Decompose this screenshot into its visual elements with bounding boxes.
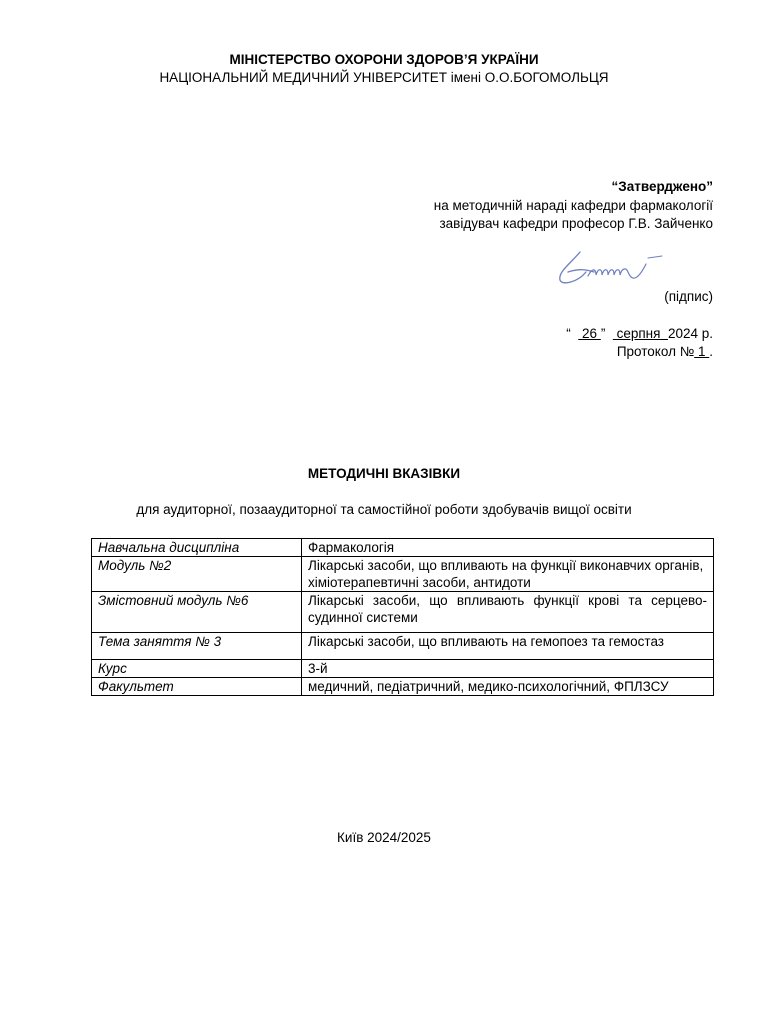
row-label: Курс bbox=[92, 660, 302, 678]
row-label: Факультет bbox=[92, 678, 302, 696]
university-heading: НАЦІОНАЛЬНИЙ МЕДИЧНИЙ УНІВЕРСИТЕТ імені О.О.БОГОМОЛЬЦЯ bbox=[159, 70, 609, 85]
protocol-line bbox=[617, 344, 713, 359]
row-value: Лікарські засоби, що впливають на функції виконавчих органів, хіміотерапевтичні засоби, антидоти bbox=[302, 557, 714, 592]
document-title: МЕТОДИЧНІ ВКАЗІВКИ bbox=[307, 466, 461, 481]
document-subtitle: для аудиторної, позааудиторної та самостійної роботи здобувачів вищої освіти bbox=[136, 502, 632, 517]
handwritten-signature bbox=[550, 242, 670, 292]
date-day: 26 bbox=[582, 326, 598, 341]
table-row bbox=[92, 557, 714, 592]
table-row bbox=[92, 660, 714, 678]
row-value: 3-й bbox=[302, 660, 714, 678]
row-label: Змістовний модуль №6 bbox=[92, 592, 302, 633]
row-value: медичний, педіатричний, медико-психологічний, ФПЛЗСУ bbox=[302, 678, 714, 696]
date-year: 2024 р. bbox=[667, 326, 713, 341]
table-row bbox=[92, 633, 714, 660]
approval-date bbox=[566, 326, 713, 341]
row-value: Лікарські засоби, що впливають функції крові та серцево-судинної системи bbox=[302, 592, 714, 633]
approval-head: завідувач кафедри професор Г.В. Зайченко bbox=[439, 216, 713, 231]
protocol-number: 1 bbox=[697, 344, 706, 359]
date-month: серпня bbox=[616, 326, 661, 341]
info-table bbox=[91, 538, 714, 696]
table-row bbox=[92, 539, 714, 557]
row-value: Фармакологія bbox=[302, 539, 714, 557]
approval-title: “Затверджено” bbox=[611, 179, 713, 194]
row-label: Навчальна дисципліна bbox=[92, 539, 302, 557]
date-close-quote: ” bbox=[600, 326, 606, 341]
signature-caption: (підпис) bbox=[664, 289, 713, 304]
protocol-prefix: Протокол № bbox=[616, 344, 695, 359]
approval-meeting: на методичній нараді кафедри фармакології bbox=[433, 198, 713, 213]
protocol-suffix: . bbox=[709, 344, 713, 359]
ministry-heading: МІНІСТЕРСТВО ОХОРОНИ ЗДОРОВ’Я УКРАЇНИ bbox=[229, 52, 539, 67]
row-label: Тема заняття № 3 bbox=[92, 633, 302, 660]
table-row bbox=[92, 678, 714, 696]
city-year: Київ 2024/2025 bbox=[337, 830, 431, 845]
row-value: Лікарські засоби, що впливають на гемопоез та гемостаз bbox=[302, 633, 714, 660]
table-row bbox=[92, 592, 714, 633]
row-label: Модуль №2 bbox=[92, 557, 302, 592]
date-open-quote: “ bbox=[566, 326, 571, 341]
